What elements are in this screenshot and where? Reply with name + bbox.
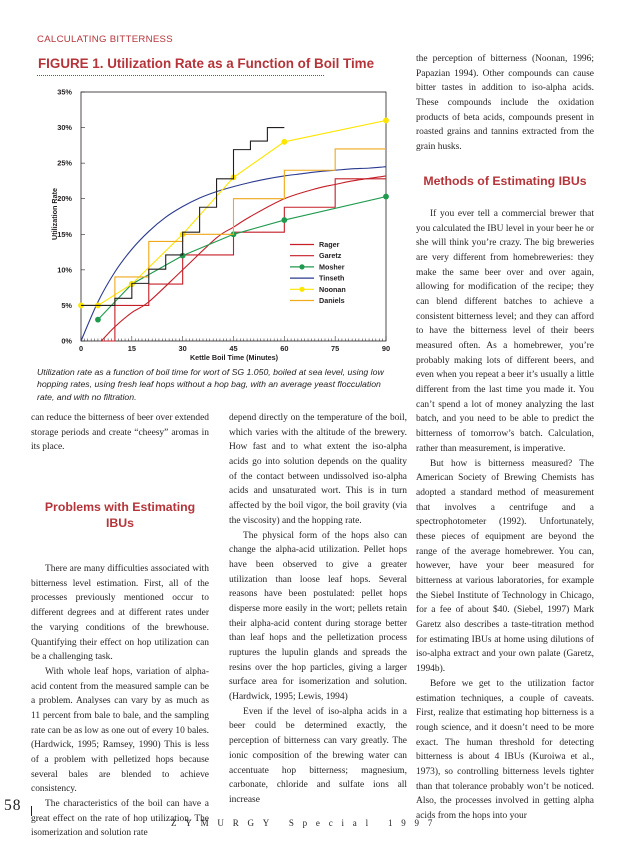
x-tick-label: 15 [127, 344, 136, 353]
series-line-rager [101, 179, 386, 341]
legend-marker-noonan [299, 287, 304, 292]
data-point-noonan [281, 139, 287, 145]
chart-series [78, 118, 389, 341]
y-tick-label: 25% [57, 158, 72, 168]
data-point-mosher [383, 194, 389, 200]
paragraph: Before we get to the utilization factor estimation techniques, a couple of caveats. First, realize that estimating hop bitterness is a rough science, and it doesn’t need to be more exact. The human threshold for detecting bitterness is about 4 IBUs (Kuroiwa et al., 1973), so controlling bitterness levels tighter than that tolerance probably won’t be noticed. Also, the processes involved in getting alpha acids from the hops into your [416, 678, 594, 821]
x-tick-label: 60 [280, 344, 289, 353]
chart-grid [57, 88, 390, 354]
paragraph: The physical form of the hops also can change the alpha-acid utilization. Pellet hops have been observed to give a greater utilization than loose leaf hops. Several reasons have been postulated: pellet hops disperse more easily in the wort; pellets retain their alpha-acid content during storage better than leaf hops and the pelletization process ruptures the lupulin glands and spreads the resins over the hop particles, giving a larger surface area for isomerization and solution. (Hardwick, 1995; Lewis, 1994) [229, 530, 407, 703]
page-number: 58 [4, 797, 22, 814]
chart-legend [290, 240, 346, 305]
publication-footer: ZYMURGY Special 1997 [171, 818, 442, 828]
x-tick-label: 90 [381, 344, 391, 353]
legend-label-garetz: Garetz [319, 251, 342, 261]
figure-caption: Utilization rate as a function of boil time for wort of SG 1.050, boiled at sea level, using low hopping rates, using fresh leaf hops without a hop bag, with an average yeast flocculation rate, and with no filtration. [37, 367, 384, 402]
legend-marker-mosher [299, 264, 304, 269]
page-number-rule [31, 806, 32, 816]
paragraph: If you ever tell a commercial brewer that you calculated the IBU level in your beer he or she will think you’re crazy. The big breweries are very different from homebreweries: they make the same beer over and over again, allowing for modification of the recipe; they can blend different batches to achieve a consistent bitterness level; and they can afford to have the bitterness level of their beers measured often. As a homebrewer, you’re probably making lots of different beers, and even when you repeat a beer it’s usually a little different from the last time you made it. You can’t spend a lot of money analyzing the last batch, and you need to be able to predict the bitterness of tomorrow’s batch. Calculation, rather than measurement, is imperative. [416, 208, 594, 454]
paragraph: But how is bitterness measured? The American Society of Brewing Chemists has adopted a standard method of measurement that involves a centrifuge and a spectrophotometer (1992). Unfortunately, these pieces of equipment are beyond the range of the average homebrewer. You can, however, have your beer measured for bitterness at various laboratories, for example the Siebel Institute of Technology in Chicago, for a fee of about $40. (Siebel, 1997) Mark Garetz also describes a taste-titration method for estimating IBUs at home using dilutions of iso-alpha extract and your own palate (Garetz, 1994b). [416, 458, 594, 675]
legend-label-mosher: Mosher [319, 262, 345, 272]
legend-label-tinseth: Tinseth [319, 273, 345, 283]
x-tick-label: 0 [78, 344, 84, 353]
column-2 [229, 411, 407, 808]
paragraph: The characteristics of the boil can have a great effect on the rate of hop utilization. The isomerization and solution rate [31, 799, 209, 839]
x-tick-label: 45 [229, 344, 238, 353]
x-tick-label: 75 [331, 344, 340, 353]
data-point-noonan [383, 118, 389, 124]
y-axis-label: Utilization Rate [50, 188, 59, 240]
y-tick-label: 20% [57, 194, 72, 204]
column-1 [31, 411, 209, 841]
y-tick-label: 15% [57, 229, 72, 239]
y-tick-label: 5% [61, 300, 72, 310]
y-tick-label: 35% [57, 87, 72, 97]
section-heading-methods: Methods of Estimating IBUs [423, 173, 587, 188]
running-head: CALCULATING BITTERNESS [37, 34, 173, 45]
x-tick-label: 30 [178, 344, 187, 353]
column-3 [416, 52, 594, 824]
paragraph: the perception of bitterness (Noonan, 1996; Papazian 1994). Other compounds can cause bitter tastes in addition to iso-alpha acids. These compounds include the oxidation products of beta acids, compounds present in roasted grains and tannins extracted from the grain husks. [416, 54, 594, 153]
legend-label-daniels: Daniels [319, 296, 345, 305]
paragraph: There are many difficulties associated with bitterness level estimation. First, all of the processes previously mentioned occur to different degrees and at different rates under the varying conditions of the brewhouse. Quantifying their effect on hop utilization can be a challenging task. [31, 564, 209, 663]
paragraph: Even if the level of iso-alpha acids in a beer could be determined exactly, the perception of bitterness can vary greatly. The ionic composition of the brewing water can accentuate hop bitterness; magnesium, carbonate, chloride and sulfate ions all increase [229, 706, 407, 805]
data-point-mosher [281, 217, 287, 223]
legend-label-rager: Rager [319, 240, 340, 249]
paragraph: can reduce the bitterness of beer over extended storage periods and create “cheesy” aromas in its place. [31, 413, 209, 453]
figure-title: FIGURE 1. Utilization Rate as a Function of Boil Time [38, 56, 375, 71]
paragraph: With whole leaf hops, variation of alpha-acid content from the measured sample can be a problem. Analyses can vary by as much as 11 percent from bale to bale, and the sampling rate can be as low as one out of every 10 bales. (Hardwick, 1995; Ramsey, 1990) This is less of a problem with pelletized hops because several bales are blended to achieve consistency. [31, 666, 209, 795]
section-heading-problems: Problems with Estimating IBUs [44, 500, 196, 531]
legend-label-noonan: Noonan [319, 284, 346, 294]
y-tick-label: 30% [57, 123, 72, 133]
series-line-garetz [101, 176, 386, 341]
data-point-mosher [95, 317, 101, 323]
x-axis-label: Kettle Boil Time (Minutes) [189, 353, 279, 362]
y-tick-label: 0% [61, 336, 72, 346]
paragraph: depend directly on the temperature of the boil, which varies with the altitude of the brewery. How fast and to what extent the iso-alpha acids go into solution depends on the quality of the contact between undissolved iso-alpha acids and unsaturated wort. This is in turn affected by the boil vigor, the boil gravity (via the viscosity) and the hopping rate. [229, 413, 407, 526]
y-tick-label: 10% [57, 265, 72, 275]
